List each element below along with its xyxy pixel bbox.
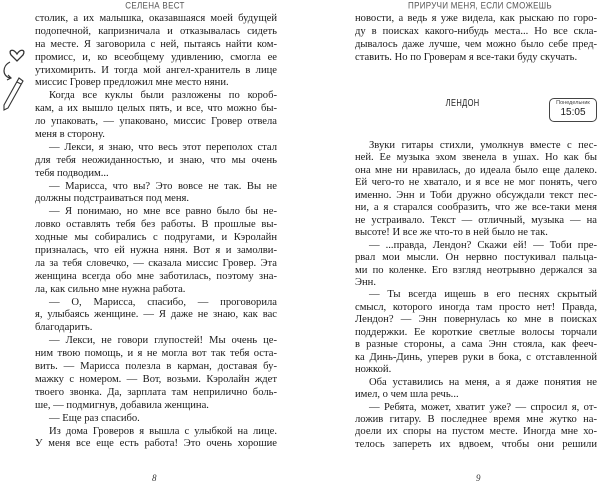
text-line: благодарить.	[35, 322, 93, 334]
clock-badge	[549, 98, 597, 122]
text-line: должны подстраиваться под меня.	[35, 193, 190, 205]
text-line: ду в поисках какого-нибудь места... Но все скла-	[355, 25, 597, 37]
right-running-head: ПРИРУЧИ МЕНЯ, ЕСЛИ СМОЖЕШЬ	[408, 0, 552, 11]
text-line: — Ребята, может, хватит уже? — спросил я, от-	[369, 401, 597, 413]
text-line: столик, а их малышка, оказавшаяся моей будущей	[35, 13, 277, 24]
text-line: она мне ни нравилась, до идеала было еще далеко.	[355, 164, 597, 176]
text-line: — Я понимаю, но мне все равно было бы не-	[49, 206, 277, 218]
text-line: призналась, что ей нужна няня. Вот я и замолви-	[35, 245, 277, 257]
text-line: У меня все еще есть работа! Это очень хорошие	[35, 438, 277, 450]
text-line: ка Динь-Динь, уперев руки в бока, с отставленной	[355, 351, 597, 363]
text-line: твоего звонка. Да, зарплата там неприлично боль-	[35, 386, 277, 398]
text-line: ним твою помощь, и я не могла вот так тебя оста-	[35, 348, 277, 360]
text-line: именно. Энн и Тоби дружно обсуждали текст пес-	[355, 189, 597, 201]
text-line: — Лекси, я знаю, что весь этот переполох стал	[49, 141, 277, 153]
text-line: на месте. Я заговорила с ней, пытаясь найти ком-	[35, 38, 277, 50]
text-line: мажку с номером. — Вот, возьми. Кэролайн ждет	[35, 373, 277, 385]
text-line: рвал мои мысли. Он нервно постукивал пальца-	[355, 252, 597, 264]
left-page-text	[35, 13, 277, 451]
right-page-text	[355, 140, 597, 451]
text-line: Звуки гитары стихли, умолкнув вместе с пес-	[369, 140, 597, 151]
text-line: меня в сторону.	[35, 129, 105, 141]
text-line: не устраивало. Текст — отличный, музыка — на	[355, 214, 597, 226]
text-line: Лендон? — Энн повернулась ко мне в поисках	[355, 314, 597, 326]
text-line: — Еще раз спасибо.	[49, 412, 140, 424]
text-line: Оба уставились на меня, а я даже понятия не	[369, 376, 597, 388]
text-line: — Ты всегда ищешь в его песнях скрытый	[369, 289, 597, 301]
text-line: имел, о чем шла речь...	[355, 389, 459, 401]
text-line: ше, — подмигнув, добавила женщина.	[35, 399, 209, 411]
text-line: поддержки. Ее короткие светлые волосы торчали	[355, 326, 597, 338]
text-line: вить. — Марисса полезла в карман, доставая бу-	[35, 361, 277, 373]
text-line: ставить. Но по Гроверам я все-таки буду скучать.	[355, 51, 578, 63]
text-line: высоте! И все же что-то в ней было не так.	[355, 227, 548, 239]
text-line: — Лекси, не говори глупостей! Мы очень це-	[49, 335, 277, 347]
text-line: женщина всегда обо мне заботилась, поэтому зна-	[35, 270, 277, 282]
chapter-title: ЛЕНДОН	[445, 98, 480, 109]
text-line: промисс, и, ко всеобщему удивлению, смогла ее	[35, 51, 277, 63]
text-line: ней. Ее музыка эхом звенела в ушах. Но как бы	[355, 152, 597, 164]
text-line: — О, Марисса, спасибо, — проговорила	[49, 296, 277, 308]
text-line: я, улыбаясь женщине. — Я даже не знаю, как вас	[35, 309, 277, 321]
text-line: миссис Гровер предложил мне место няни.	[35, 77, 229, 89]
text-line: Из дома Гроверов я вышла с улыбкой на лице.	[49, 425, 277, 437]
text-line: в разные стороны, а сама Энн стояла, как фееч-	[355, 339, 597, 351]
text-line: ловко оставлять тебя без работы. В прошлые вы-	[35, 219, 277, 231]
right-page-number: 9	[476, 473, 481, 483]
text-line: тебя подводим...	[35, 167, 109, 179]
text-line: — ...правда, Лендон? Скажи ей! — Тоби пре-	[369, 239, 597, 251]
text-line: доели их споры на пустом месте. Иногда мне хо-	[355, 426, 597, 438]
text-line: новости, а ведь я уже видела, как рыскаю по горо-	[355, 13, 597, 24]
text-line: ни, а я старался сообразить, что же все-таки меня	[355, 202, 597, 214]
text-line: Когда все куклы были разложены по короб-	[49, 90, 277, 102]
text-line: подопечной, капризничала и отказывалась сидеть	[35, 25, 277, 37]
text-line: ходные мы собирались с подругами, и Кэролайн	[35, 232, 277, 244]
right-page-top-text	[355, 13, 597, 65]
text-line: дывалось даже лучше, чем можно было себе пред-	[355, 38, 597, 50]
text-line: кам, а их вышло целых пять, и все, что можно бы-	[35, 103, 277, 115]
text-line: телось запереть их вдвоем, чтобы они решили	[355, 438, 597, 450]
text-line: — Марисса, что вы? Это вовсе не так. Вы не	[49, 180, 277, 192]
text-line: ла за тебя словечко, — сказала миссис Гровер. Эта	[35, 257, 277, 269]
text-line: ло упаковать, — упаковано, миссис Гровер отвела	[35, 116, 277, 128]
text-line: Ей чего-то не хватало, и я все не мог понять, чего	[355, 177, 597, 189]
heart-pencil-doodle-icon	[0, 40, 30, 112]
text-line: ла, как сильно мне нужна работа.	[35, 283, 186, 295]
text-line: для тебя неожиданностью, и знаю, что мы очень	[35, 154, 277, 166]
text-line: ножкой.	[355, 364, 392, 376]
text-line: Энн.	[355, 276, 376, 288]
clock-day: Понедельник	[556, 100, 590, 106]
clock-time: 15:05	[560, 107, 586, 118]
text-line: утихомирить. И тогда мой ангел-хранитель в лице	[35, 64, 277, 76]
left-running-head: СЕЛЕНА ВЕСТ	[125, 0, 185, 11]
text-line: ми по коленке. Его взгляд неотрывно держался за	[355, 264, 597, 276]
left-page-number: 8	[152, 473, 157, 483]
text-line: смысл, которого иногда там просто нет! Правда,	[355, 301, 597, 313]
text-line: ложив гитару. В последнее время мне жутко на-	[355, 413, 597, 425]
